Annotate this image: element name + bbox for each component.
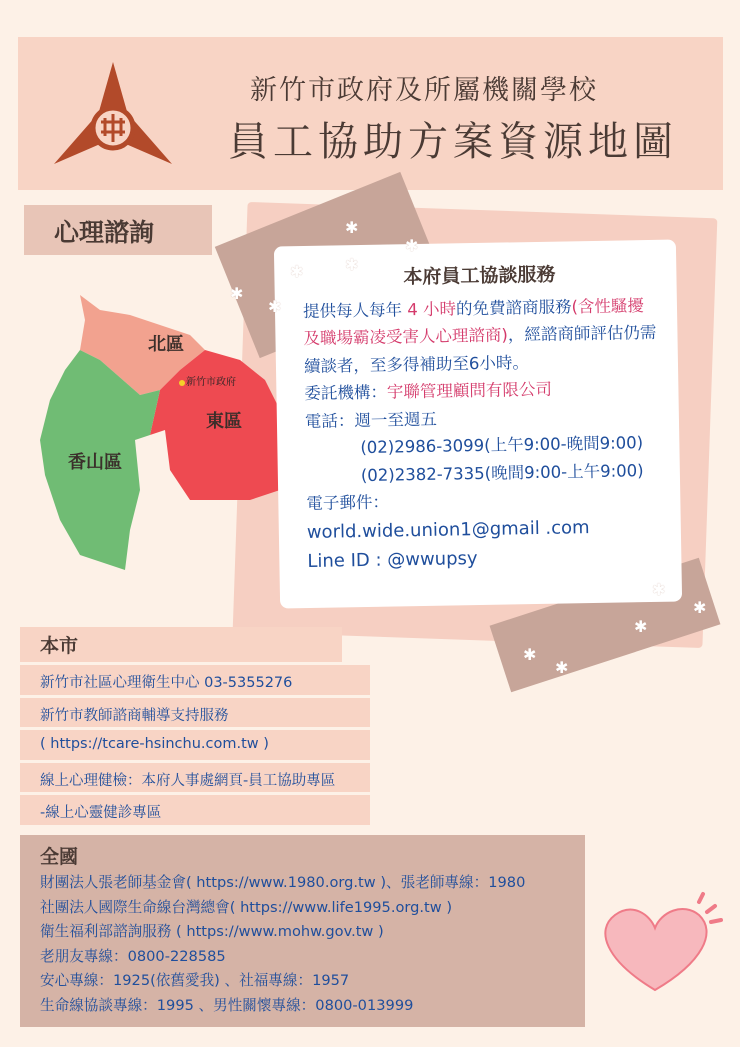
local-row: 新竹市教師諮商輔導支持服務 [20,698,370,731]
link-1980[interactable]: https://www.1980.org.tw [196,874,376,891]
link-life1995[interactable]: https://www.life1995.org.tw [240,898,442,916]
star-icon: ✱ [405,236,419,255]
tcare-link[interactable]: https://tcare-hsinchu.com.tw [50,736,259,752]
email[interactable]: world.wide.union1@gmail .com [306,516,590,543]
local-row: 新竹市社區心理衛生中心 03-5355276 [20,665,370,698]
star-icon: ✱ [652,580,666,599]
title-line-1: 新竹市政府及所屬機關學校 [250,75,598,106]
local-row: ( https://tcare-hsinchu.com.tw ) [20,730,370,763]
service-title: 本府員工協談服務 [403,263,556,289]
service-description: 提供每人每年 4 小時的免費諮商服務(含性騷擾及職場霸凌受害人心理諮商)，經諮商師評估仍需續談者，至多得補助至6小時。 [302,295,657,376]
heart-icon [595,890,725,1000]
local-row: -線上心靈健診專區 [20,795,370,828]
national-resources [20,835,585,1027]
national-row: 社團法人國際生命線台灣總會( https://www.life1995.org.tw ) [40,898,453,916]
service-card [274,240,682,609]
phone-1: (02)2986-3099(上午9:00-晚間9:00) [360,433,644,458]
local-resources [20,627,370,828]
map-label-east: 東區 [206,411,242,432]
line-id: Line ID : @wwupsy [307,547,478,572]
agency: 委託機構：宇聯管理顧問有限公司 [304,379,553,404]
phone-2: (02)2382-7335(晚間9:00-上午9:00) [360,460,644,485]
star-icon: ✱ [268,297,282,316]
category-label: 心理諮詢 [24,205,212,255]
title-line-2: 員工協助方案資源地圖 [228,119,678,165]
national-title: 全國 [40,846,79,868]
star-icon: ✱ [634,617,648,636]
city-logo-icon [52,60,174,168]
star-icon: ✱ [345,255,359,274]
map-label-north: 北區 [148,334,184,355]
star-icon: ✱ [290,262,304,281]
email-label: 電子郵件： [306,492,390,514]
national-row: 安心專線：1925(依舊愛我) 、社福專線：1957 [40,972,350,989]
star-icon: ✱ [693,598,707,617]
national-row: 衛生福利部諮詢服務 ( https://www.mohw.gov.tw ) [40,923,384,940]
local-title: 本市 [20,627,342,665]
star-icon: ✱ [523,645,537,664]
local-row: 線上心理健檢：本府人事處網頁-員工協助專區 [20,763,370,796]
map-label-xiangshan: 香山區 [68,452,122,473]
phone-label: 電話：週一至週五 [304,409,438,431]
star-icon: ✱ [230,284,244,303]
national-row: 財團法人張老師基金會( https://www.1980.org.tw )、張老師專線：1980 [40,874,526,891]
map-label-city-hall: 新竹市政府 [186,377,236,388]
star-icon: ✱ [345,218,359,237]
star-icon: ✱ [555,658,569,677]
city-hall-marker [179,380,185,386]
link-mohw[interactable]: https://www.mohw.gov.tw [186,923,374,940]
national-row: 生命線協談專線：1995 、男性關懷專線：0800-013999 [40,996,414,1014]
national-row: 老朋友專線：0800-228585 [40,947,226,965]
